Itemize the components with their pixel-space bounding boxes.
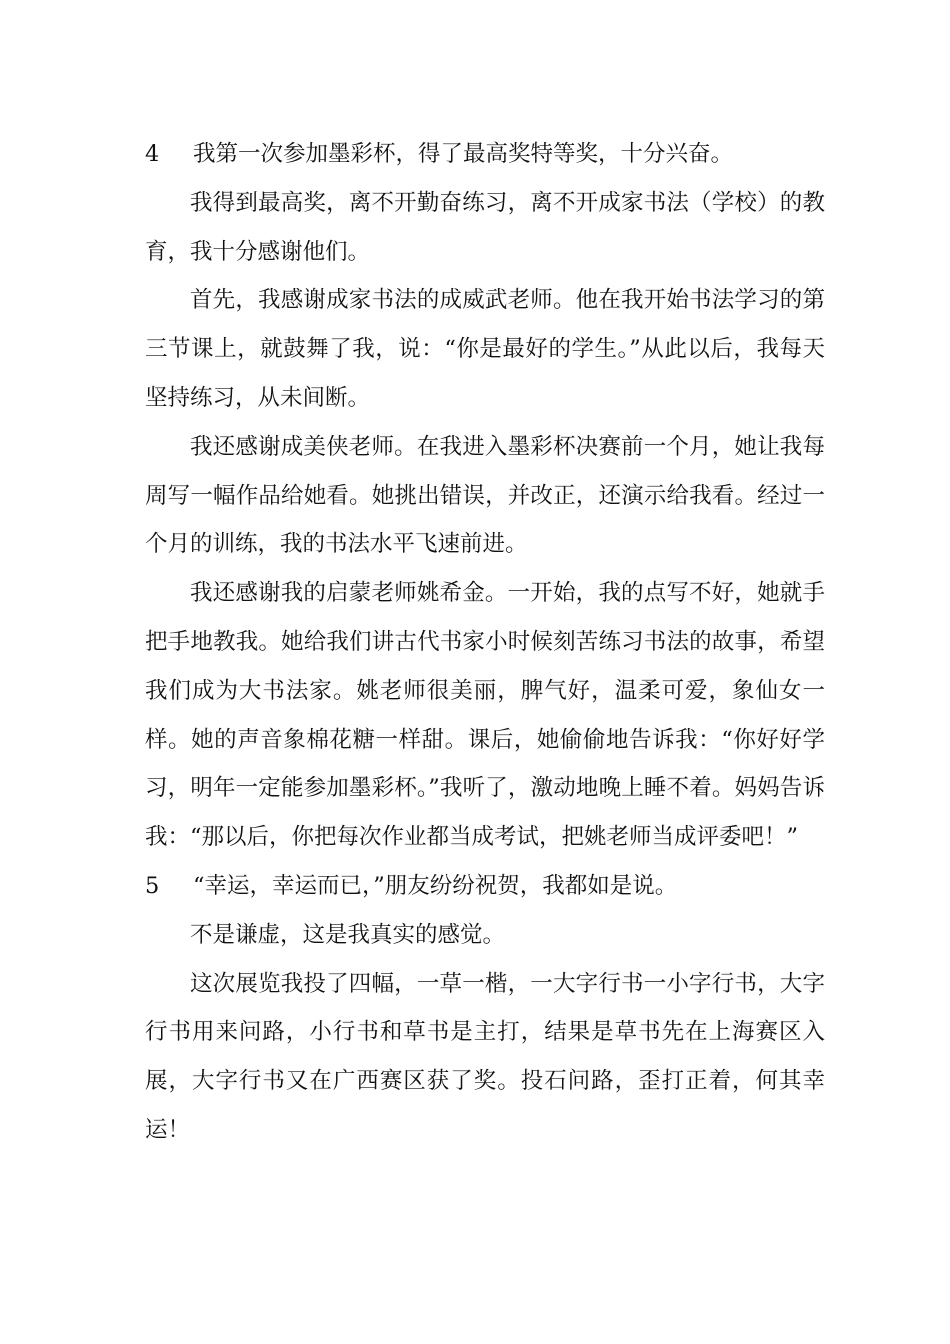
section-number: 4: [145, 141, 160, 167]
section-number: 5: [145, 872, 160, 899]
section-5-heading: [145, 862, 825, 911]
paragraph: 我得到最高奖，离不开勤奋练习，离不开成家书法（学校）的教育，我十分感谢他们。: [145, 189, 825, 265]
section-lead: “幸运，幸运而已，”朋友纷纷祝贺，我都如是说。: [193, 872, 678, 899]
paragraph: 首先，我感谢成家书法的成威武老师。他在我开始书法学习的第三节课上，就鼓舞了我，说：“你是最好的学生。”从此以后，我每天坚持练习，从未间断。: [145, 287, 825, 411]
paragraph: 我还感谢我的启蒙老师姚希金。一开始，我的点写不好，她就手把手地教我。她给我们讲古代书家小时候刻苦练习书法的故事，希望我们成为大书法家。姚老师很美丽，脾气好，温柔可爱，象仙女一样。她的声音象棉花糖一样甜。课后，她偷偷地告诉我：“你好好学习，明年一定能参加墨彩杯。”我听了，激动地晚上睡不着。妈妈告诉我：“那以后，你把每次作业都当成考试，把姚老师当成评委吧！”: [145, 580, 825, 851]
paragraph: 这次展览我投了四幅，一草一楷，一大字行书一小字行书，大字行书用来问路，小行书和草书是主打，结果是草书先在上海赛区入展，大字行书又在广西赛区获了奖。投石问路，歪打正着，何其幸运！: [145, 970, 825, 1143]
paragraph: 不是谦虚，这是我真实的感觉。: [190, 921, 506, 948]
section-lead: 我第一次参加墨彩杯，得了最高奖特等奖，十分兴奋。: [193, 141, 734, 167]
section-4-heading: [145, 130, 825, 179]
document-body: [145, 130, 825, 1155]
paragraph: 我还感谢成美侠老师。在我进入墨彩杯决赛前一个月，她让我每周写一幅作品给她看。她挑出错误，并改正，还演示给我看。经过一个月的训练，我的书法水平飞速前进。: [145, 433, 825, 558]
